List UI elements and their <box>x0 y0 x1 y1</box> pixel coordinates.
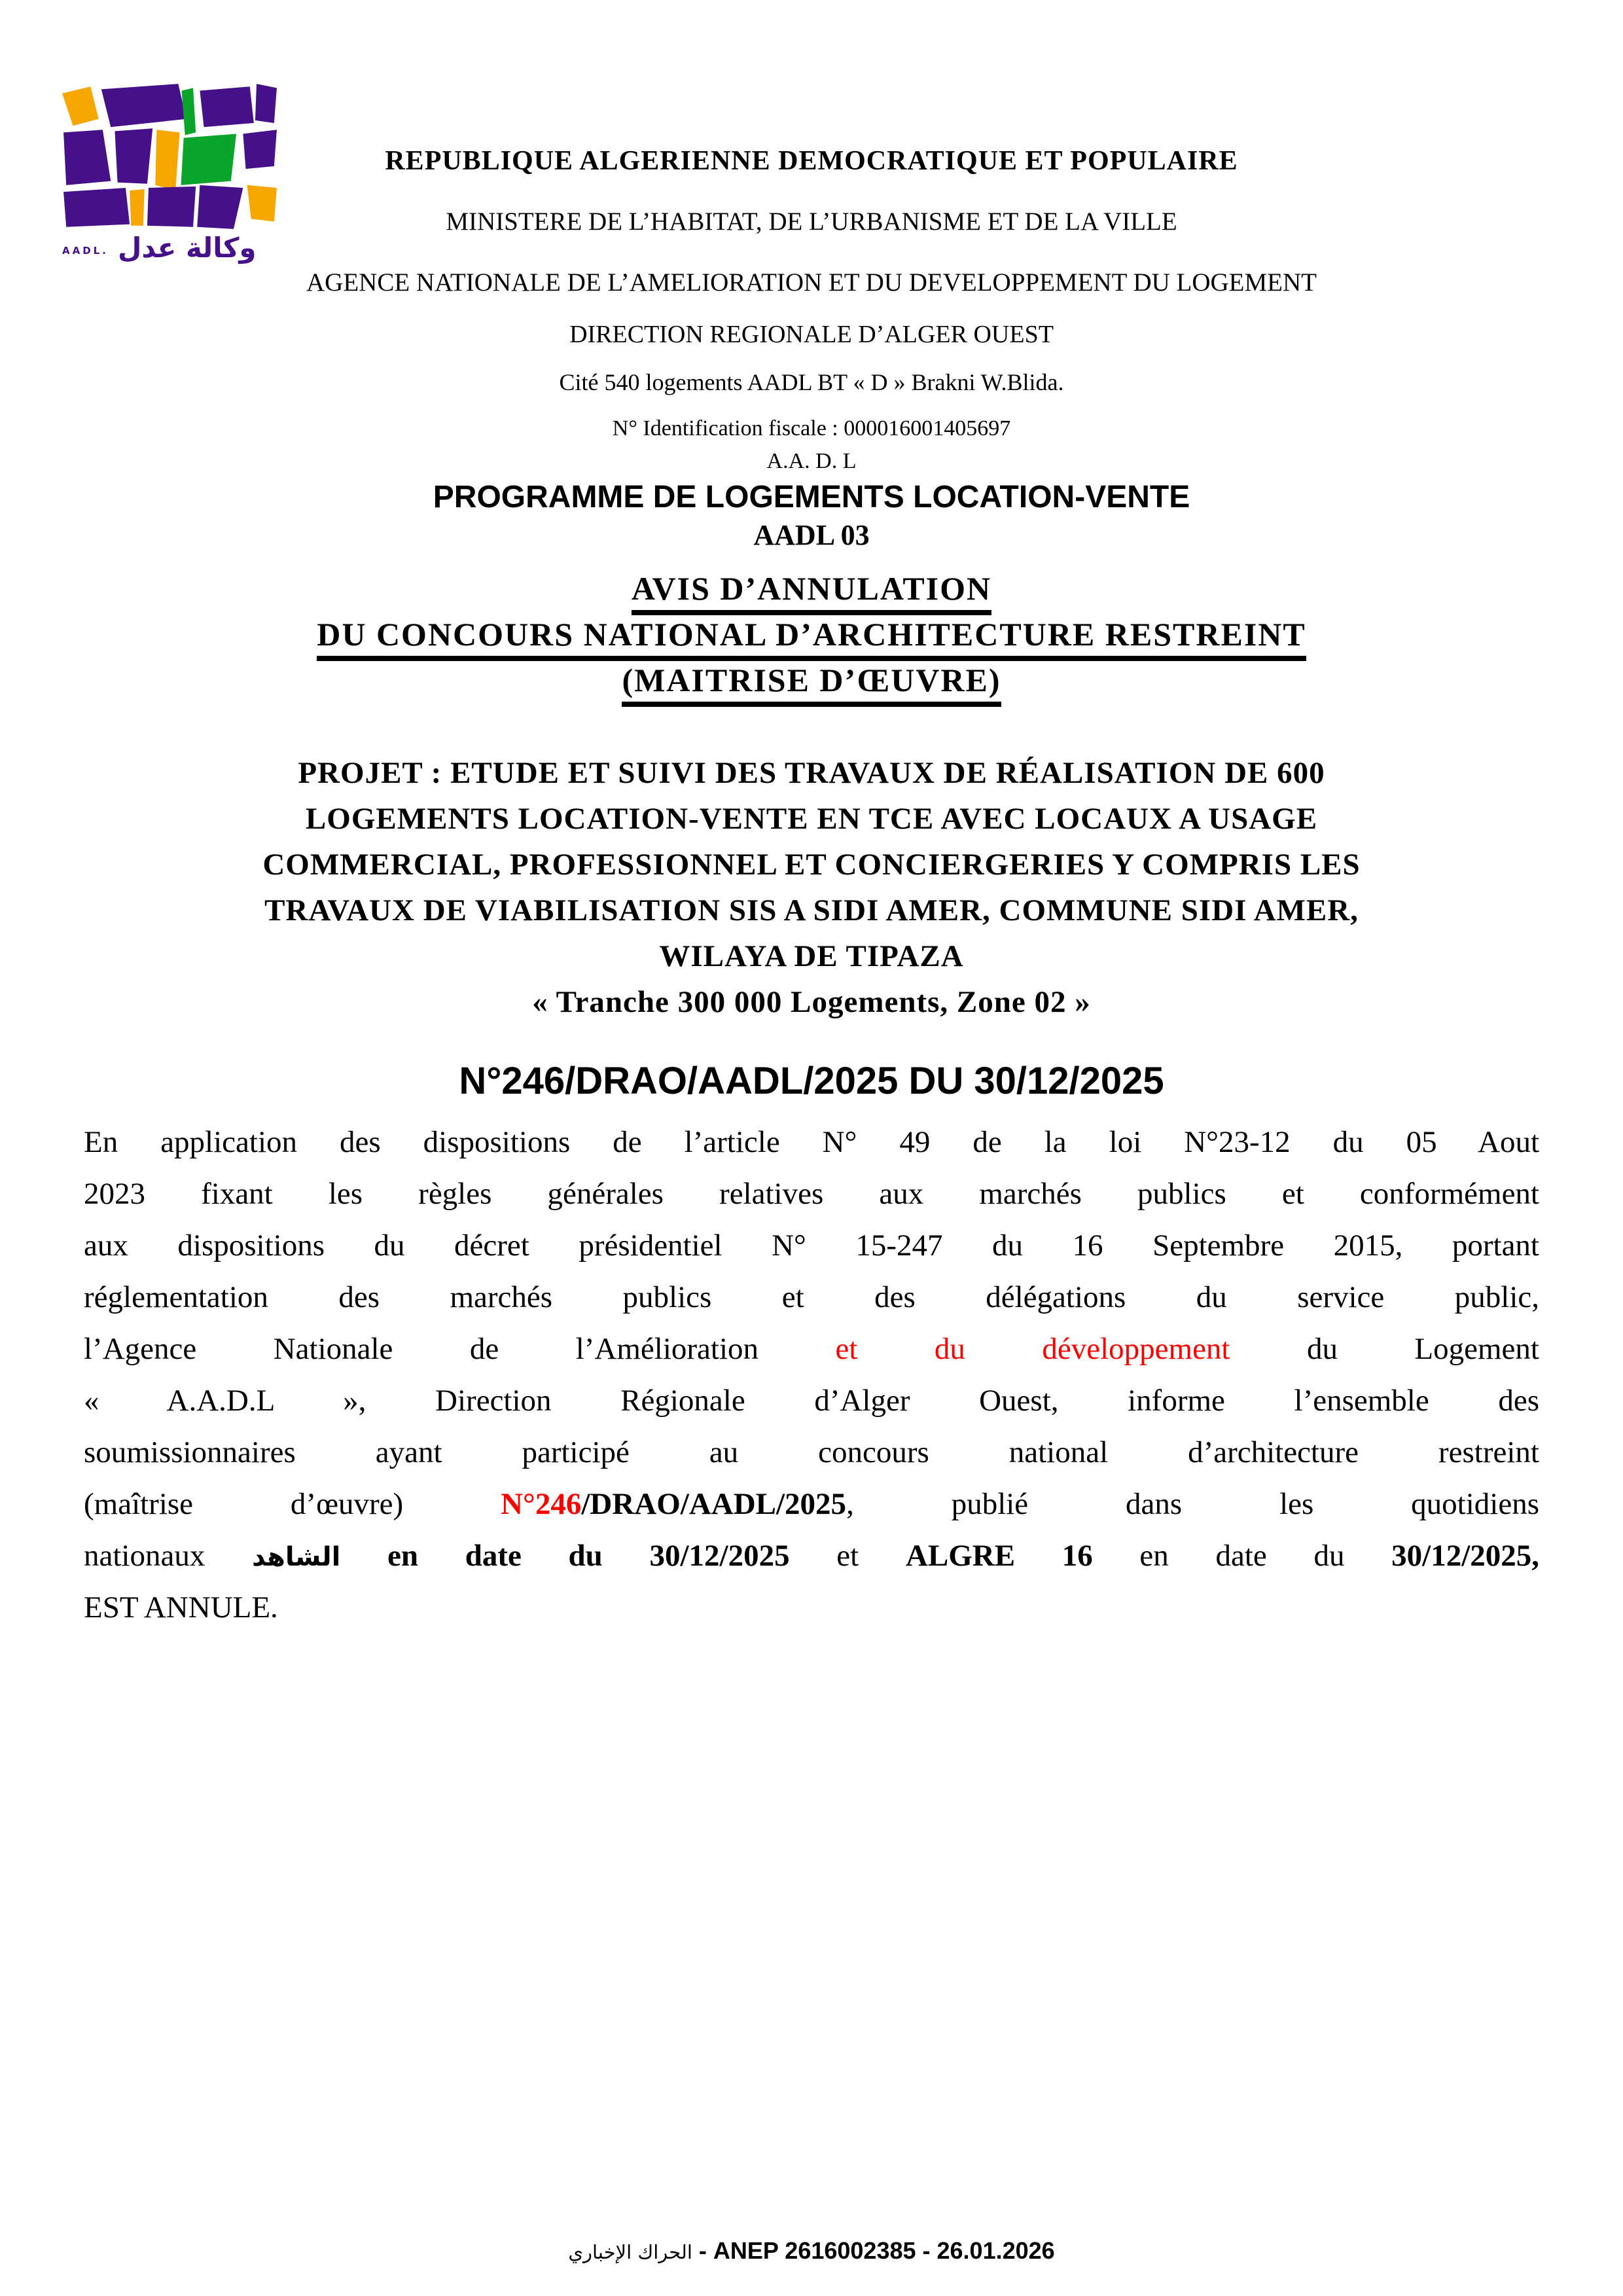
footer <box>0 2237 1623 2265</box>
footer-anep-text: ANEP 2616002385 - 26.01.2026 <box>713 2237 1055 2264</box>
body-bold-newspaper-name: ALGRE 16 <box>905 1539 1093 1573</box>
body-red-segment: et du développement <box>835 1332 1230 1366</box>
project-line-3: COMMERCIAL, PROFESSIONNEL ET CONCIERGERIES Y COMPRIS LES <box>262 848 1361 882</box>
footer-separator: - <box>692 2237 713 2264</box>
body-line-1: En application des dispositions de l’article N° 49 de la loi N°23-12 du 05 Aout <box>84 1125 1539 1159</box>
header-fiscal-id-line: N° Identification fiscale : 000016001405697 <box>612 416 1011 440</box>
header-aadl03-line: AADL 03 <box>753 519 870 551</box>
body-line-2: 2023 fixant les règles générales relatives aux marchés publics et conformément <box>84 1177 1539 1211</box>
body-bold-segment: /DRAO/AADL/2025 <box>581 1487 847 1521</box>
body-paragraph <box>84 1117 1539 1634</box>
body-bold-segment: en date du 30/12/2025 <box>340 1539 790 1573</box>
body-text-segment: en date du <box>1092 1539 1392 1573</box>
body-arabic-newspaper-name: الشاهد <box>252 1542 341 1572</box>
body-line-3: aux dispositions du décret présidentiel N° 15-247 du 16 Septembre 2015, portant <box>84 1229 1539 1263</box>
body-line-6: « A.A.D.L », Direction Régionale d’Alger Ouest, informe l’ensemble des <box>84 1384 1539 1418</box>
header-agency-line: AGENCE NATIONALE DE L’AMELIORATION ET DU DEVELOPPEMENT DU LOGEMENT <box>306 268 1317 296</box>
header-ministry-line: MINISTERE DE L’HABITAT, DE L’URBANISME ET DE LA VILLE <box>446 207 1177 236</box>
notice-title-line3 <box>0 661 1623 707</box>
project-line-1: PROJET : ETUDE ET SUIVI DES TRAVAUX DE RÉALISATION DE 600 <box>298 756 1325 790</box>
body-line-4: réglementation des marchés publics et des délégations du service public, <box>84 1280 1539 1314</box>
body-text-segment: l’Agence Nationale de l’Amélioration <box>84 1332 836 1366</box>
body-text-segment: du Logement <box>1230 1332 1539 1366</box>
header-program-line: PROGRAMME DE LOGEMENTS LOCATION-VENTE <box>433 480 1190 514</box>
project-line-5: WILAYA DE TIPAZA <box>659 939 964 973</box>
body-line-9 <box>84 1530 1539 1582</box>
notice-title-line1-text: AVIS D’ANNULATION <box>632 569 991 615</box>
header-direction-line: DIRECTION REGIONALE D’ALGER OUEST <box>569 321 1054 348</box>
notice-title-line2-text: DU CONCOURS NATIONAL D’ARCHITECTURE RESTREINT <box>317 615 1306 661</box>
reference-number: N°246/DRAO/AADL/2025 DU 30/12/2025 <box>459 1060 1164 1102</box>
body-red-reference-segment: N°246 <box>501 1487 582 1521</box>
header-republic-line: REPUBLIQUE ALGERIENNE DEMOCRATIQUE ET POPULAIRE <box>385 146 1238 176</box>
body-text-segment: et <box>789 1539 906 1573</box>
footer-arabic-text: الحراك الإخباري <box>568 2241 692 2263</box>
body-text-segment: (maîtrise d’œuvre) <box>84 1487 501 1521</box>
body-text-segment: nationaux <box>84 1539 253 1573</box>
notice-title-line2 <box>0 615 1623 661</box>
logo-latin-text: AADL. <box>62 245 109 257</box>
project-line-4: TRAVAUX DE VIABILISATION SIS A SIDI AMER, COMMUNE SIDI AMER, <box>264 893 1359 927</box>
body-text-segment: , publié dans les quotidiens <box>846 1487 1539 1521</box>
header-aadl-line: A.A. D. L <box>766 449 857 473</box>
body-line-8 <box>84 1479 1539 1530</box>
body-line-7: soumissionnaires ayant participé au concours national d’architecture restreint <box>84 1435 1539 1469</box>
notice-title-line1 <box>0 569 1623 615</box>
logo-text-line <box>62 234 278 262</box>
notice-title-line3-text: (MAITRISE D’ŒUVRE) <box>622 661 1001 707</box>
project-line-6: « Tranche 300 000 Logements, Zone 02 » <box>532 985 1091 1019</box>
body-bold-segment: 30/12/2025, <box>1391 1539 1540 1573</box>
project-line-2: LOGEMENTS LOCATION-VENTE EN TCE AVEC LOCAUX A USAGE <box>305 802 1318 836</box>
project-block <box>92 750 1531 1025</box>
body-line-5 <box>84 1323 1539 1375</box>
header-cite-line: Cité 540 logements AADL BT « D » Brakni W.Blida. <box>559 369 1064 395</box>
body-line-10: EST ANNULE. <box>84 1590 278 1624</box>
logo-arabic-text: وكالة عدل <box>117 232 257 264</box>
